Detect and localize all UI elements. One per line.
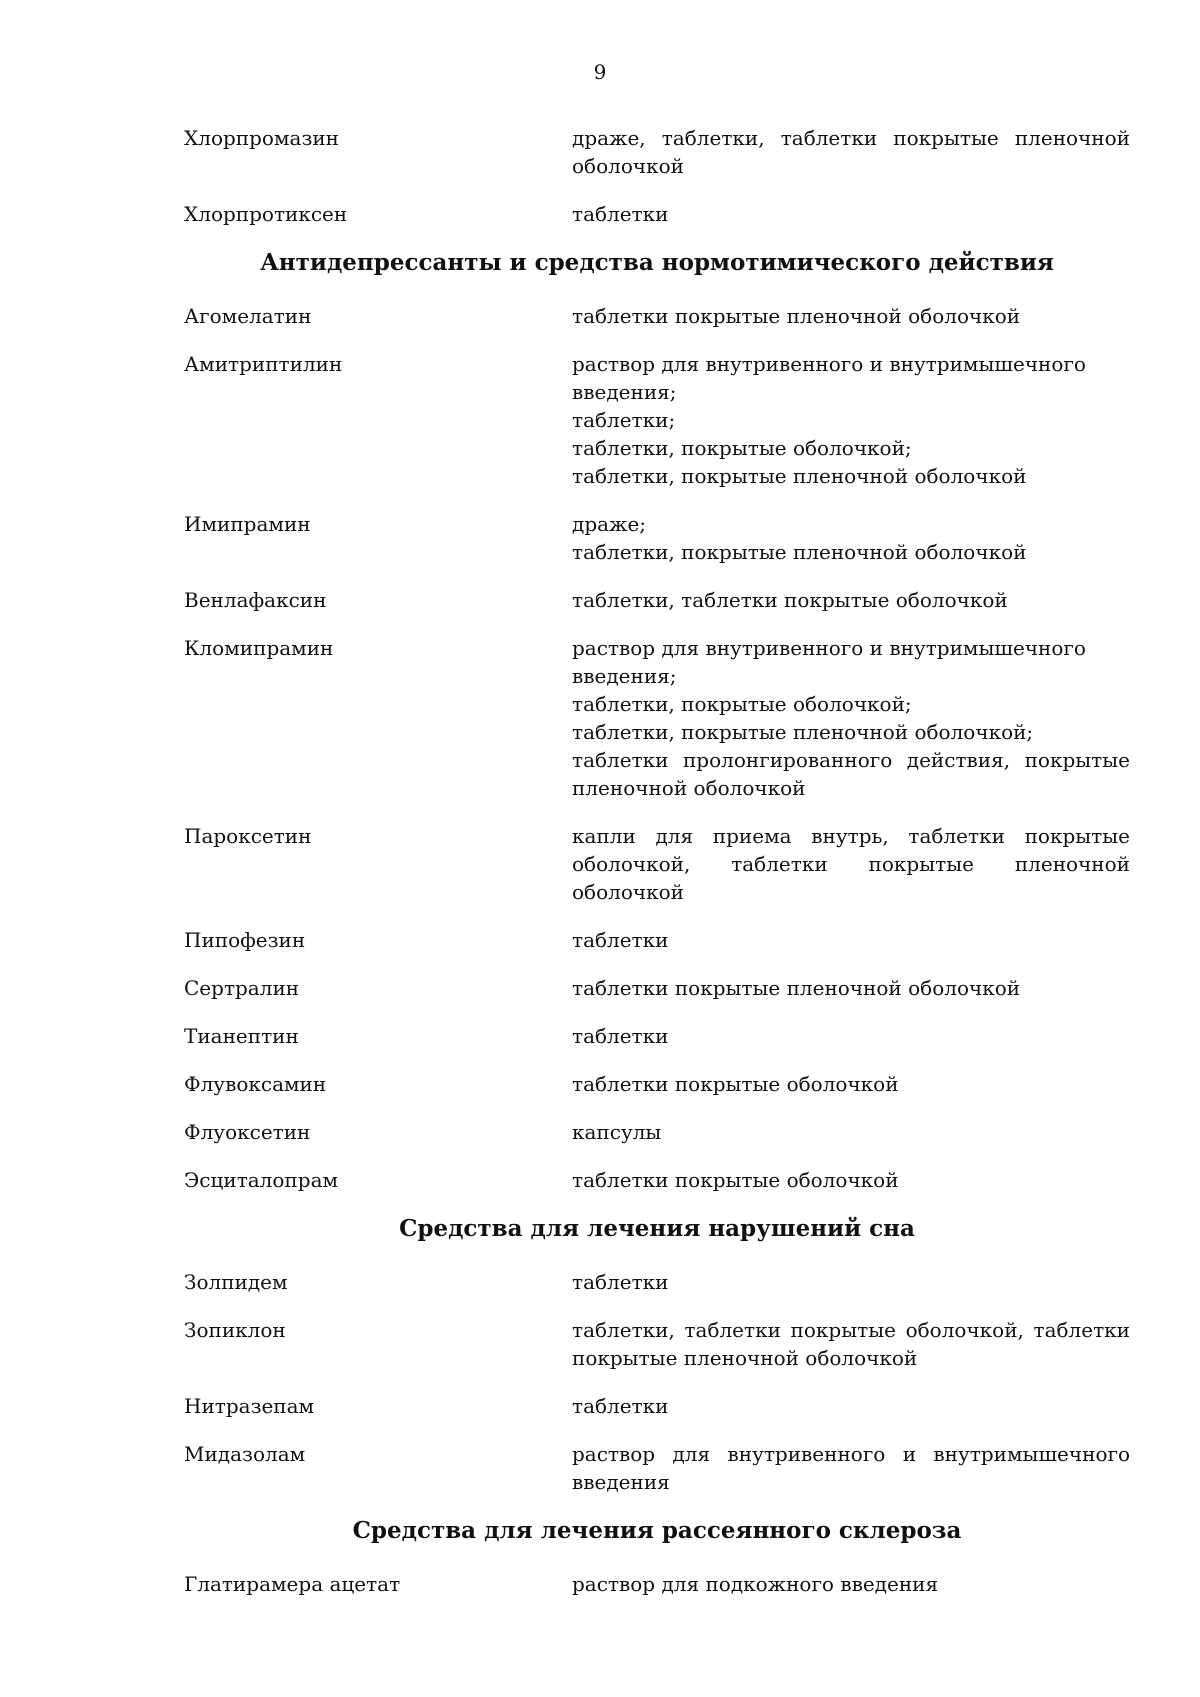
dosage-form-line: таблетки покрытые оболочкой	[572, 1168, 899, 1192]
drug-row	[184, 510, 1130, 566]
drug-row	[184, 200, 1130, 228]
dosage-form-line: таблетки	[572, 1270, 669, 1294]
dosage-forms	[572, 1166, 1130, 1194]
dosage-forms	[572, 302, 1130, 330]
drug-name: Агомелатин	[184, 304, 312, 328]
drug-row	[184, 350, 1130, 490]
dosage-forms	[572, 200, 1130, 228]
dosage-form-line: введения	[572, 1470, 670, 1494]
dosage-form-line: таблетки, покрытые оболочкой;	[572, 436, 912, 460]
dosage-form-line: драже;	[572, 512, 647, 536]
dosage-form-line: капсулы	[572, 1120, 662, 1144]
dosage-form-line: таблетки, таблетки покрытые оболочкой	[572, 588, 1008, 612]
dosage-forms	[572, 510, 1130, 566]
dosage-form-line: таблетки покрытые оболочкой	[572, 1072, 899, 1096]
drug-row	[184, 124, 1130, 180]
dosage-forms	[572, 1268, 1130, 1296]
dosage-form-line: раствор для внутривенного и внутримышечного	[572, 1442, 1130, 1466]
dosage-forms	[572, 1392, 1130, 1420]
dosage-forms	[572, 1316, 1130, 1372]
dosage-form-line: покрытые пленочной оболочкой	[572, 1346, 918, 1370]
dosage-form-line: пленочной оболочкой	[572, 776, 806, 800]
dosage-form-line: капли для приема внутрь, таблетки покрытые	[572, 824, 1130, 848]
dosage-forms	[572, 1070, 1130, 1098]
drug-row	[184, 1392, 1130, 1420]
dosage-forms	[572, 1440, 1130, 1496]
dosage-forms	[572, 1022, 1130, 1050]
dosage-form-line: оболочкой, таблетки покрытые пленочной оболочкой	[572, 852, 1130, 904]
dosage-form-line: введения;	[572, 664, 677, 688]
drug-row	[184, 926, 1130, 954]
drug-row	[184, 586, 1130, 614]
drug-row	[184, 1118, 1130, 1146]
drug-row	[184, 1268, 1130, 1296]
dosage-forms	[572, 634, 1130, 802]
dosage-forms	[572, 350, 1130, 490]
drug-name: Пароксетин	[184, 824, 312, 848]
drug-list	[184, 124, 1130, 1618]
dosage-form-line: раствор для подкожного введения	[572, 1572, 939, 1596]
drug-name: Флувоксамин	[184, 1072, 327, 1096]
drug-name: Кломипрамин	[184, 636, 334, 660]
drug-row	[184, 1070, 1130, 1098]
drug-name: Тианептин	[184, 1024, 299, 1048]
dosage-form-line: введения;	[572, 380, 677, 404]
dosage-form-line: таблетки;	[572, 408, 676, 432]
dosage-forms	[572, 124, 1130, 180]
dosage-form-line: таблетки покрытые пленочной оболочкой	[572, 976, 1021, 1000]
dosage-forms	[572, 926, 1130, 954]
drug-row	[184, 1022, 1130, 1050]
dosage-forms	[572, 586, 1130, 614]
drug-name: Глатирамера ацетат	[184, 1572, 401, 1596]
drug-name: Амитриптилин	[184, 352, 343, 376]
drug-name: Мидазолам	[184, 1442, 306, 1466]
drug-name: Венлафаксин	[184, 588, 327, 612]
drug-row	[184, 1440, 1130, 1496]
dosage-form-line: таблетки, покрытые пленочной оболочкой	[572, 540, 1027, 564]
section-heading: Средства для лечения нарушений сна	[399, 1215, 915, 1242]
dosage-forms	[572, 822, 1130, 906]
dosage-forms	[572, 1118, 1130, 1146]
dosage-form-line: раствор для внутривенного и внутримышечного	[572, 636, 1086, 660]
dosage-form-line: таблетки, покрытые пленочной оболочкой;	[572, 720, 1034, 744]
dosage-form-line: таблетки, таблетки покрытые оболочкой, таблетки	[572, 1318, 1130, 1342]
dosage-form-line: таблетки	[572, 1024, 669, 1048]
dosage-form-line: раствор для внутривенного и внутримышечного	[572, 352, 1086, 376]
dosage-form-line: таблетки	[572, 202, 669, 226]
drug-row	[184, 634, 1130, 802]
drug-name: Имипрамин	[184, 512, 311, 536]
dosage-form-line: таблетки, покрытые оболочкой;	[572, 692, 912, 716]
drug-name: Хлорпромазин	[184, 126, 340, 150]
drug-name: Зопиклон	[184, 1318, 286, 1342]
drug-name: Эсциталопрам	[184, 1168, 339, 1192]
dosage-form-line: таблетки	[572, 1394, 669, 1418]
page-number: 9	[593, 60, 607, 84]
drug-name: Сертралин	[184, 976, 300, 1000]
drug-row	[184, 1570, 1130, 1598]
drug-name: Золпидем	[184, 1270, 288, 1294]
drug-row	[184, 302, 1130, 330]
drug-row	[184, 1316, 1130, 1372]
dosage-form-line: таблетки покрытые пленочной оболочкой	[572, 304, 1021, 328]
dosage-form-line: оболочкой	[572, 154, 684, 178]
drug-name: Нитразепам	[184, 1394, 315, 1418]
dosage-form-line: таблетки пролонгированного действия, покрытые	[572, 748, 1130, 772]
drug-name: Хлорпротиксен	[184, 202, 348, 226]
dosage-form-line: таблетки, покрытые пленочной оболочкой	[572, 464, 1027, 488]
dosage-form-line: таблетки	[572, 928, 669, 952]
section-heading: Средства для лечения рассеянного склероза	[352, 1517, 962, 1544]
dosage-forms	[572, 1570, 1130, 1598]
drug-row	[184, 1166, 1130, 1194]
drug-row	[184, 822, 1130, 906]
dosage-form-line: драже, таблетки, таблетки покрытые пленочной	[572, 126, 1130, 150]
drug-row	[184, 974, 1130, 1002]
drug-name: Флуоксетин	[184, 1120, 311, 1144]
drug-name: Пипофезин	[184, 928, 306, 952]
dosage-forms	[572, 974, 1130, 1002]
section-heading: Антидепрессанты и средства нормотимического действия	[260, 249, 1054, 276]
